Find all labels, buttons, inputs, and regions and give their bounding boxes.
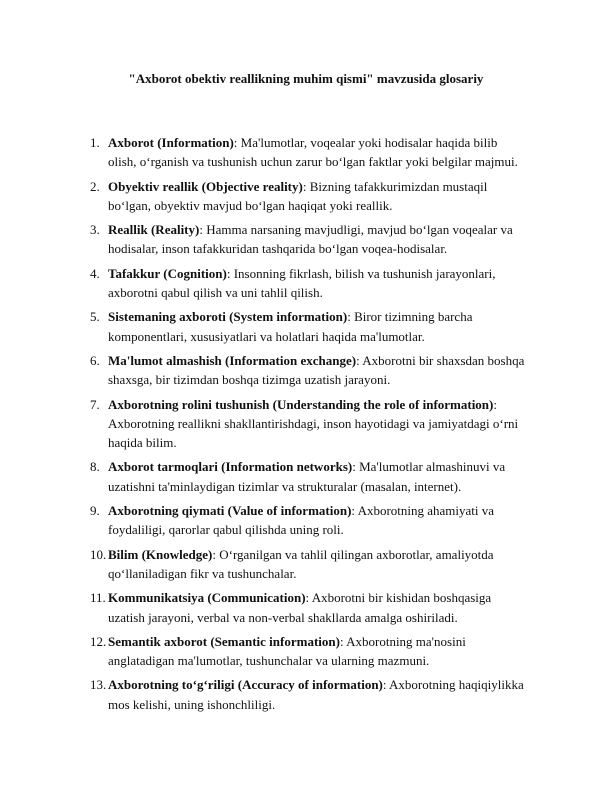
item-definition: Axborotning reallikni shakllantirishdagi, inson hayotidagi va jamiyatdagi o‘rni haqida bilim. xyxy=(108,415,519,451)
item-term: Ma'lumot almashish (Information exchange) xyxy=(108,352,357,368)
item-separator: : xyxy=(339,633,347,649)
glossary-list xyxy=(72,133,528,714)
item-term: Reallik (Reality) xyxy=(108,222,200,238)
item-separator: : xyxy=(352,459,360,475)
item-term: Semantik axborot (Semantic information) xyxy=(108,633,340,649)
item-term: Axborotning to‘g‘riligi (Accuracy of information) xyxy=(108,677,383,693)
item-term: Bilim (Knowledge) xyxy=(108,546,213,562)
item-separator: : xyxy=(212,546,220,562)
item-number: 13. xyxy=(90,677,107,693)
item-term: Tafakkur (Cognition) xyxy=(108,265,227,281)
glossary-section xyxy=(72,133,528,714)
glossary-item xyxy=(72,501,528,540)
item-separator: : xyxy=(233,135,241,150)
glossary-item xyxy=(72,307,528,346)
glossary-item xyxy=(72,545,528,584)
item-term: Axborotning rolini tushunish (Understanding the role of information) xyxy=(108,396,494,412)
glossary-item xyxy=(72,351,528,390)
glossary-item xyxy=(72,264,528,303)
glossary-item xyxy=(72,632,528,671)
item-number: 12. xyxy=(90,633,107,649)
item-number: 4. xyxy=(90,265,100,281)
item-definition: Bizning tafakkurimizdan mustaqil bo‘lgan, obyektiv mavjud bo‘lgan haqiqat yoki reallik. xyxy=(108,178,488,213)
item-definition: Axborotning ma'nosini anglatadigan ma'lumotlar, tushunchalar va ularning mazmuni. xyxy=(108,633,466,669)
item-number: 10. xyxy=(90,546,107,562)
item-definition: Insonning fikrlash, bilish va tushunish jarayonlari, axborotni qabul qilish va uni tahlil qilish. xyxy=(108,265,496,301)
item-number: 3. xyxy=(90,222,100,238)
item-definition: Biror tizimning barcha komponentlari, xususiyatlari va holatlari haqida ma'lumotlar. xyxy=(108,309,473,344)
item-number: 8. xyxy=(90,459,100,475)
item-number: 5. xyxy=(90,309,100,325)
item-separator: : xyxy=(382,677,390,693)
glossary-item xyxy=(72,395,528,453)
item-definition: Axborotni bir shaxsdan boshqa shaxsga, bir tizimdan boshqa tizimga uzatish jarayoni. xyxy=(108,352,525,388)
item-number: 9. xyxy=(90,503,100,519)
glossary-item xyxy=(72,133,528,172)
glossary-item xyxy=(72,457,528,496)
item-term: Axborot tarmoqlari (Information networks) xyxy=(108,459,353,475)
item-definition: Ma'lumotlar almashinuvi va uzatishni ta'minlaydigan tizimlar va strukturalar (masalan, internet). xyxy=(108,459,506,494)
item-definition: Axborotning haqiqiylikka mos kelishi, uning ishonchliligi. xyxy=(108,677,524,712)
item-separator: : xyxy=(226,265,234,281)
item-number: 7. xyxy=(90,396,100,412)
item-term: Axborot (Information) xyxy=(108,135,234,150)
item-number: 1. xyxy=(90,135,100,150)
document-title: "Axborot obektiv reallikning muhim qismi" mavzusida glosariy xyxy=(128,71,484,86)
item-term: Kommunikatsiya (Communication) xyxy=(108,590,306,606)
item-number: 2. xyxy=(90,178,100,194)
item-separator: : xyxy=(199,222,207,238)
item-separator: : xyxy=(347,309,355,325)
item-definition: Axborotning ahamiyati va foydaliligi, qarorlar qabul qilishda uning roli. xyxy=(108,503,495,538)
item-separator: : xyxy=(493,396,497,412)
item-number: 6. xyxy=(90,352,100,368)
item-term: Sistemaning axboroti (System information) xyxy=(108,309,348,325)
item-number: 11. xyxy=(90,590,106,606)
item-definition: O‘rganilgan va tahlil qilingan axborotlar, amaliyotda qo‘llaniladigan fikr va tushunchalar. xyxy=(108,546,494,581)
item-definition: Axborotni bir kishidan boshqasiga uzatish jarayoni, verbal va non-verbal shakllarda amalga oshiriladi. xyxy=(108,590,492,625)
glossary-item xyxy=(72,588,528,627)
item-separator: : xyxy=(356,352,363,368)
item-term: Obyektiv reallik (Objective reality) xyxy=(108,178,303,194)
item-separator: : xyxy=(302,178,310,194)
glossary-item xyxy=(72,675,528,714)
item-definition: Ma'lumotlar, voqealar yoki hodisalar haqida bilib olish, o‘rganish va tushunish uchun zarur bo‘lgan faktlar yoki belgilar majmui. xyxy=(108,135,518,170)
glossary-item xyxy=(72,220,528,259)
item-separator: : xyxy=(351,503,358,519)
item-definition: Hamma narsaning mavjudligi, mavjud bo‘lgan voqealar va hodisalar, inson tafakkuridan tashqarida bo‘lgan voqea-hodisalar. xyxy=(108,222,513,257)
item-term: Axborotning qiymati (Value of information) xyxy=(108,503,352,519)
glossary-item xyxy=(72,177,528,216)
item-separator: : xyxy=(305,590,312,606)
